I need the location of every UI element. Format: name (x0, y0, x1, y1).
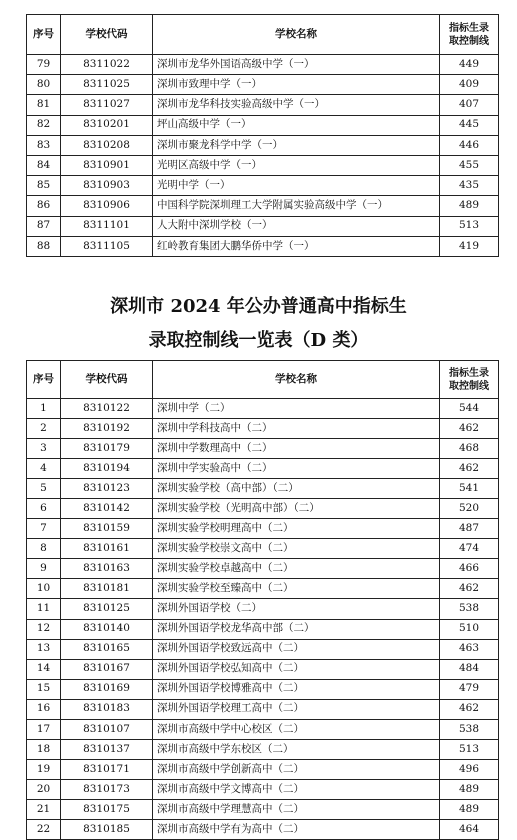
cell-code: 8310159 (61, 519, 153, 539)
table-row (27, 115, 499, 135)
cell-seq: 15 (27, 679, 61, 699)
cell-seq: 8 (27, 539, 61, 559)
cell-school-name: 深圳市致理中学（一） (153, 75, 440, 95)
table-row (27, 55, 499, 75)
cell-quota-score: 496 (440, 759, 499, 779)
cell-seq: 87 (27, 216, 61, 236)
table-row (27, 519, 499, 539)
table-row (27, 419, 499, 439)
header-name: 学校名称 (153, 15, 440, 55)
table-row (27, 719, 499, 739)
cell-seq: 18 (27, 739, 61, 759)
cell-school-name: 光明中学（一） (153, 176, 440, 196)
cell-quota-score: 449 (440, 55, 499, 75)
cell-quota-score: 520 (440, 499, 499, 519)
cell-quota-score: 409 (440, 75, 499, 95)
table-d-body (27, 399, 499, 840)
cell-school-name: 红岭教育集团大鹏华侨中学（一） (153, 236, 440, 256)
table-row (27, 176, 499, 196)
table-row (27, 619, 499, 639)
cell-school-name: 深圳市高级中学文博高中（二） (153, 779, 440, 799)
cell-school-name: 深圳中学（二） (153, 399, 440, 419)
cell-code: 8310901 (61, 155, 153, 175)
cell-seq: 88 (27, 236, 61, 256)
cell-seq: 22 (27, 819, 61, 839)
cell-quota-score: 489 (440, 779, 499, 799)
cell-code: 8310903 (61, 176, 153, 196)
cell-school-name: 人大附中深圳学校（一） (153, 216, 440, 236)
cell-school-name: 深圳中学数理高中（二） (153, 439, 440, 459)
cell-school-name: 深圳市龙华外国语高级中学（一） (153, 55, 440, 75)
cell-seq: 9 (27, 559, 61, 579)
table-row (27, 699, 499, 719)
header-quota-line2: 取控制线 (449, 380, 489, 392)
table-row (27, 659, 499, 679)
table-row (27, 75, 499, 95)
cell-seq: 19 (27, 759, 61, 779)
cell-seq: 4 (27, 459, 61, 479)
cell-code: 8310179 (61, 439, 153, 459)
cell-school-name: 中国科学院深圳理工大学附属实验高级中学（一） (153, 196, 440, 216)
cell-seq: 80 (27, 75, 61, 95)
cell-quota-score: 462 (440, 419, 499, 439)
cell-code: 8310194 (61, 459, 153, 479)
table-row (27, 579, 499, 599)
quota-table-c (26, 14, 499, 257)
cell-code: 8310107 (61, 719, 153, 739)
cell-seq: 11 (27, 599, 61, 619)
cell-quota-score: 479 (440, 679, 499, 699)
table-row (27, 479, 499, 499)
cell-quota-score: 468 (440, 439, 499, 459)
cell-seq: 83 (27, 135, 61, 155)
cell-school-name: 深圳实验学校崇文高中（二） (153, 539, 440, 559)
cell-seq: 16 (27, 699, 61, 719)
table-row (27, 679, 499, 699)
cell-code: 8310165 (61, 639, 153, 659)
header-quota-line2: 取控制线 (449, 35, 489, 47)
cell-seq: 10 (27, 579, 61, 599)
cell-quota-score: 489 (440, 196, 499, 216)
cell-seq: 86 (27, 196, 61, 216)
table-row (27, 399, 499, 419)
cell-school-name: 深圳市聚龙科学中学（一） (153, 135, 440, 155)
cell-code: 8310142 (61, 499, 153, 519)
cell-school-name: 深圳市高级中学有为高中（二） (153, 819, 440, 839)
cell-quota-score: 466 (440, 559, 499, 579)
cell-seq: 85 (27, 176, 61, 196)
cell-school-name: 深圳外国语学校博雅高中（二） (153, 679, 440, 699)
header-seq: 序号 (27, 361, 61, 399)
table-row (27, 499, 499, 519)
cell-seq: 13 (27, 639, 61, 659)
cell-code: 8310173 (61, 779, 153, 799)
cell-code: 8310169 (61, 679, 153, 699)
cell-code: 8310906 (61, 196, 153, 216)
cell-seq: 21 (27, 799, 61, 819)
cell-code: 8311105 (61, 236, 153, 256)
cell-code: 8310181 (61, 579, 153, 599)
cell-school-name: 光明区高级中学（一） (153, 155, 440, 175)
cell-code: 8310201 (61, 115, 153, 135)
cell-school-name: 深圳外国语学校龙华高中部（二） (153, 619, 440, 639)
header-quota (440, 15, 499, 55)
table-row (27, 779, 499, 799)
cell-school-name: 深圳实验学校（光明高中部）（二） (153, 499, 440, 519)
cell-code: 8310161 (61, 539, 153, 559)
cell-code: 8311022 (61, 55, 153, 75)
page-title-line1: 深圳市 2024 年公办普通高中指标生 (110, 296, 407, 317)
cell-school-name: 深圳实验学校明理高中（二） (153, 519, 440, 539)
table-row (27, 135, 499, 155)
cell-school-name: 深圳市高级中学东校区（二） (153, 739, 440, 759)
table-row (27, 155, 499, 175)
cell-code: 8310137 (61, 739, 153, 759)
cell-quota-score: 513 (440, 216, 499, 236)
cell-code: 8310123 (61, 479, 153, 499)
cell-school-name: 深圳实验学校卓越高中（二） (153, 559, 440, 579)
cell-code: 8310175 (61, 799, 153, 819)
cell-quota-score: 419 (440, 236, 499, 256)
cell-quota-score: 510 (440, 619, 499, 639)
cell-quota-score: 474 (440, 539, 499, 559)
table-row (27, 196, 499, 216)
cell-seq: 1 (27, 399, 61, 419)
cell-quota-score: 455 (440, 155, 499, 175)
table-row (27, 539, 499, 559)
header-code: 学校代码 (61, 361, 153, 399)
cell-seq: 84 (27, 155, 61, 175)
cell-quota-score: 464 (440, 819, 499, 839)
cell-code: 8310125 (61, 599, 153, 619)
header-seq: 序号 (27, 15, 61, 55)
cell-quota-score: 462 (440, 579, 499, 599)
table-row (27, 459, 499, 479)
cell-quota-score: 538 (440, 599, 499, 619)
header-quota-line1: 指标生录 (449, 367, 489, 379)
table-c-body (27, 55, 499, 257)
cell-school-name: 深圳外国语学校理工高中（二） (153, 699, 440, 719)
table-row (27, 739, 499, 759)
cell-code: 8311101 (61, 216, 153, 236)
cell-seq: 2 (27, 419, 61, 439)
cell-quota-score: 484 (440, 659, 499, 679)
header-quota (440, 361, 499, 399)
cell-quota-score: 446 (440, 135, 499, 155)
cell-quota-score: 489 (440, 799, 499, 819)
cell-code: 8310192 (61, 419, 153, 439)
page-title-line2: 录取控制线一览表（D 类） (148, 330, 369, 351)
cell-seq: 3 (27, 439, 61, 459)
cell-quota-score: 538 (440, 719, 499, 739)
table-row (27, 95, 499, 115)
table-row (27, 819, 499, 839)
cell-seq: 20 (27, 779, 61, 799)
cell-code: 8311025 (61, 75, 153, 95)
table-header-row (27, 361, 499, 399)
table-header-row (27, 15, 499, 55)
cell-school-name: 深圳外国语学校（二） (153, 599, 440, 619)
cell-code: 8310167 (61, 659, 153, 679)
cell-school-name: 坪山高级中学（一） (153, 115, 440, 135)
cell-seq: 7 (27, 519, 61, 539)
table-row (27, 799, 499, 819)
cell-code: 8310183 (61, 699, 153, 719)
header-quota-line1: 指标生录 (449, 22, 489, 34)
cell-quota-score: 513 (440, 739, 499, 759)
table-row (27, 559, 499, 579)
cell-quota-score: 544 (440, 399, 499, 419)
cell-school-name: 深圳中学实验高中（二） (153, 459, 440, 479)
cell-code: 8310185 (61, 819, 153, 839)
cell-code: 8310208 (61, 135, 153, 155)
cell-quota-score: 487 (440, 519, 499, 539)
cell-quota-score: 435 (440, 176, 499, 196)
cell-school-name: 深圳市高级中学理慧高中（二） (153, 799, 440, 819)
cell-quota-score: 541 (440, 479, 499, 499)
cell-school-name: 深圳实验学校（高中部）（二） (153, 479, 440, 499)
cell-school-name: 深圳外国语学校弘知高中（二） (153, 659, 440, 679)
table-row (27, 599, 499, 619)
cell-school-name: 深圳市高级中学中心校区（二） (153, 719, 440, 739)
cell-seq: 82 (27, 115, 61, 135)
cell-school-name: 深圳市龙华科技实验高级中学（一） (153, 95, 440, 115)
table-row (27, 216, 499, 236)
cell-seq: 12 (27, 619, 61, 639)
cell-school-name: 深圳实验学校至臻高中（二） (153, 579, 440, 599)
cell-seq: 5 (27, 479, 61, 499)
cell-school-name: 深圳外国语学校致远高中（二） (153, 639, 440, 659)
table-row (27, 439, 499, 459)
header-name: 学校名称 (153, 361, 440, 399)
table-row (27, 236, 499, 256)
quota-table-d (26, 360, 499, 840)
cell-school-name: 深圳市高级中学创新高中（二） (153, 759, 440, 779)
cell-seq: 6 (27, 499, 61, 519)
cell-quota-score: 462 (440, 699, 499, 719)
cell-code: 8310163 (61, 559, 153, 579)
cell-seq: 17 (27, 719, 61, 739)
cell-code: 8311027 (61, 95, 153, 115)
cell-quota-score: 407 (440, 95, 499, 115)
cell-code: 8310122 (61, 399, 153, 419)
cell-seq: 79 (27, 55, 61, 75)
cell-quota-score: 445 (440, 115, 499, 135)
cell-code: 8310171 (61, 759, 153, 779)
header-code: 学校代码 (61, 15, 153, 55)
cell-seq: 14 (27, 659, 61, 679)
cell-school-name: 深圳中学科技高中（二） (153, 419, 440, 439)
cell-quota-score: 463 (440, 639, 499, 659)
cell-quota-score: 462 (440, 459, 499, 479)
table-row (27, 759, 499, 779)
table-row (27, 639, 499, 659)
cell-code: 8310140 (61, 619, 153, 639)
cell-seq: 81 (27, 95, 61, 115)
